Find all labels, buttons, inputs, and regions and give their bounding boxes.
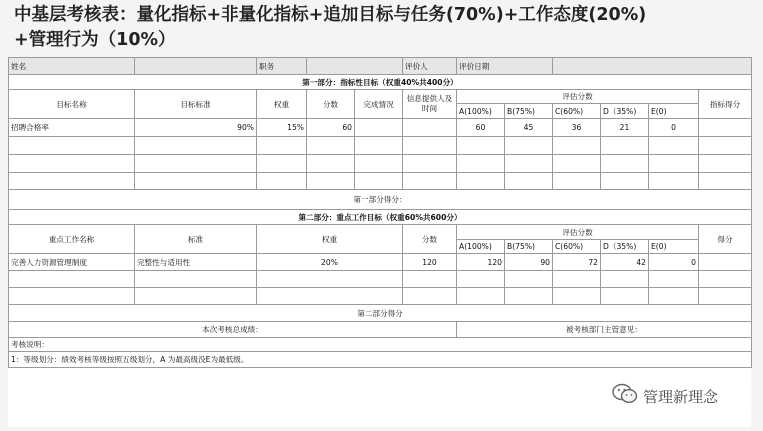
col-grade-c: C(60%) (553, 104, 601, 119)
target-std-cell: 90% (135, 119, 257, 137)
part1-heading: 第一部分：指标性目标（权重40%共400分） (9, 75, 752, 90)
col-grade-b: B(75%) (505, 104, 553, 119)
table-row (9, 288, 752, 305)
dept-opinion-label: 被考核部门主管意见： (457, 322, 752, 338)
col-grade-c-2: C(60%) (553, 240, 601, 254)
total-score-label: 本次考核总成绩： (9, 322, 457, 338)
appraisal-table (8, 57, 752, 368)
wechat-icon (612, 383, 638, 409)
completion-cell[interactable] (355, 119, 403, 137)
page-title (14, 3, 754, 53)
score-cell: 60 (307, 119, 355, 137)
info-provider-cell[interactable] (403, 119, 457, 137)
part1-subtotal: 第一部分得分： (9, 190, 752, 210)
appraisal-form (8, 57, 751, 427)
table-row (9, 155, 752, 173)
col-target-std: 目标标准 (135, 90, 257, 119)
grade-b-cell-2: 90 (505, 254, 553, 271)
part2-subtotal: 第二部分得分 (9, 305, 752, 322)
col-weight-2: 权重 (257, 225, 403, 254)
part2-heading: 第二部分：重点工作目标（权重60%共600分） (9, 210, 752, 225)
col-grade-a-2: A(100%) (457, 240, 505, 254)
part2-col-header-row (9, 225, 752, 240)
grade-e-cell-2: 0 (649, 254, 699, 271)
target-name-cell: 招聘合格率 (9, 119, 135, 137)
col-grade-d: D（35%) (601, 104, 649, 119)
col-index-score: 指标得分 (699, 90, 752, 119)
col-grade-b-2: B(75%) (505, 240, 553, 254)
grade-c-cell: 36 (553, 119, 601, 137)
eval-date-value[interactable] (553, 58, 752, 75)
col-task-name: 重点工作名称 (9, 225, 135, 254)
part1-col-header-row (9, 90, 752, 104)
col-completion: 完成情况 (355, 90, 403, 119)
grade-c-cell-2: 72 (553, 254, 601, 271)
name-value[interactable] (135, 58, 257, 75)
col-eval-score-2: 评估分数 (457, 225, 699, 240)
notes-label: 考核说明： (9, 338, 752, 352)
col-weight: 权重 (257, 90, 307, 119)
score-cell-2: 120 (403, 254, 457, 271)
col-standard: 标准 (135, 225, 257, 254)
note-1: 1：等级划分：绩效考核等级按照五级划分，A 为最高级没E为最低级。 (9, 352, 752, 368)
part2-heading-row (9, 210, 752, 225)
grade-a-cell: 60 (457, 119, 505, 137)
part1-heading-row (9, 75, 752, 90)
index-score-cell[interactable] (699, 119, 752, 137)
col-grade-d-2: D（35%) (601, 240, 649, 254)
table-row (9, 137, 752, 155)
task-name-cell: 完善人力资源管理制度 (9, 254, 135, 271)
col-grade-e: E(0) (649, 104, 699, 119)
col-grade-a: A(100%) (457, 104, 505, 119)
col-eval-score: 评估分数 (457, 90, 699, 104)
part2-subtotal-row (9, 305, 752, 322)
grade-d-cell-2: 42 (601, 254, 649, 271)
result-cell[interactable] (699, 254, 752, 271)
watermark (612, 382, 752, 410)
position-value[interactable] (307, 58, 403, 75)
table-row (9, 271, 752, 288)
col-grade-e-2: E(0) (649, 240, 699, 254)
eval-date-label: 评价日期 (457, 58, 553, 75)
col-score-2: 分数 (403, 225, 457, 254)
notes-label-row (9, 338, 752, 352)
table-row (9, 254, 752, 271)
grade-e-cell: 0 (649, 119, 699, 137)
part1-subtotal-row (9, 190, 752, 210)
title-line-2: +管理行为（10%） (14, 30, 176, 50)
col-result: 得分 (699, 225, 752, 254)
table-row (9, 119, 752, 137)
grade-a-cell-2: 120 (457, 254, 505, 271)
grade-b-cell: 45 (505, 119, 553, 137)
weight-cell-2: 20% (257, 254, 403, 271)
evaluator-label: 评价人 (403, 58, 457, 75)
watermark-text: 管理新理念 (643, 387, 719, 406)
col-info-provider: 信息提供人及时间 (403, 90, 457, 119)
grade-d-cell: 21 (601, 119, 649, 137)
header-row (9, 58, 752, 75)
weight-cell: 15% (257, 119, 307, 137)
table-row (9, 173, 752, 190)
name-label: 姓名 (9, 58, 135, 75)
title-line-1: 中基层考核表：量化指标+非量化指标+追加目标与任务(70%)+工作态度(20%) (14, 5, 647, 25)
col-score: 分数 (307, 90, 355, 119)
position-label: 职务 (257, 58, 307, 75)
col-target-name: 目标名称 (9, 90, 135, 119)
note-row (9, 352, 752, 368)
totals-row (9, 322, 752, 338)
standard-cell: 完整性与适用性 (135, 254, 257, 271)
